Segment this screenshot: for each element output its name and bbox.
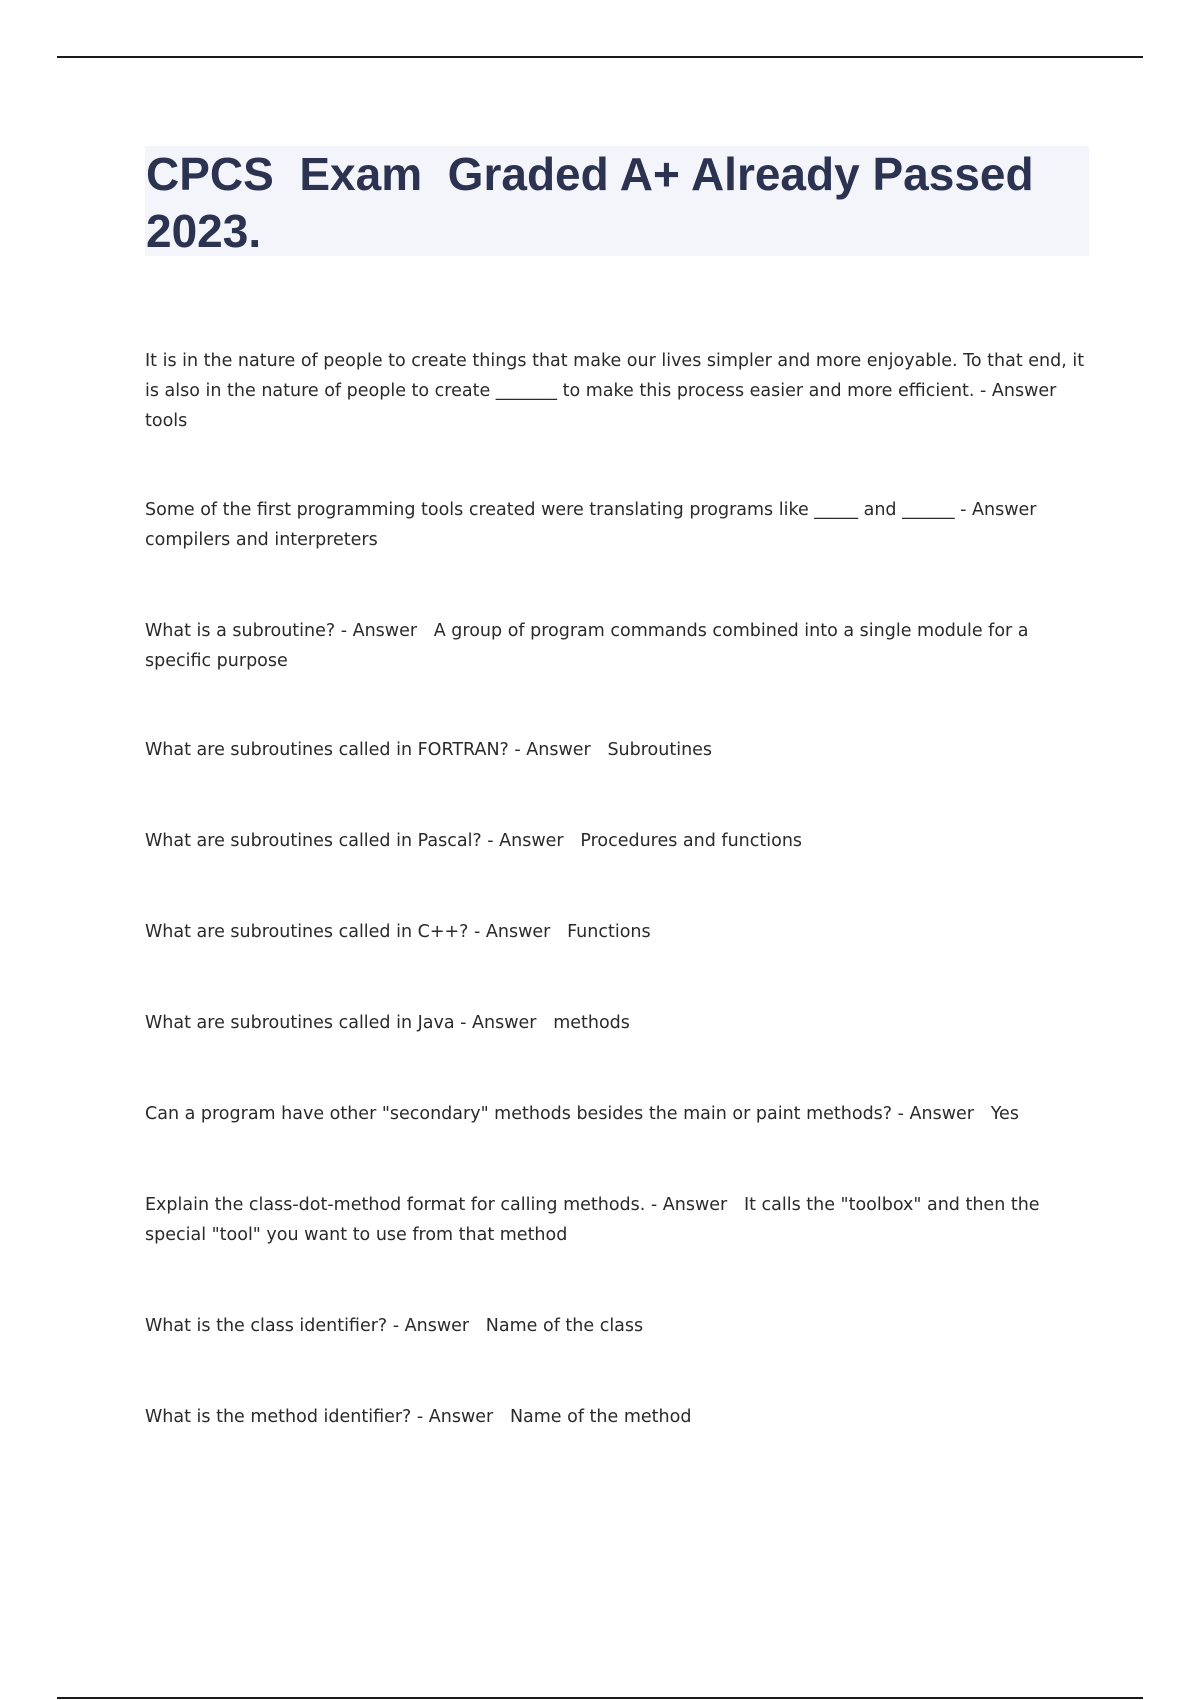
- qa-item: [145, 495, 1090, 555]
- answer-text: Procedures and functions: [580, 831, 803, 851]
- answer-text: Name of the class: [485, 1316, 644, 1336]
- top-rule: [57, 56, 1143, 58]
- question-text: What are subroutines called in Pascal? - Answer: [145, 831, 564, 851]
- answer-text: It calls the "toolbox" and then the special "tool" you want to use from that method: [145, 1195, 1046, 1245]
- qa-item: [145, 1008, 1090, 1038]
- question-text: What is the class identifier? - Answer: [145, 1316, 470, 1336]
- answer-text: methods: [553, 1013, 630, 1033]
- question-text: What are subroutines called in FORTRAN? - Answer: [145, 740, 591, 760]
- answer-text: Functions: [567, 922, 651, 942]
- question-text: What is the method identifier? - Answer: [145, 1407, 494, 1427]
- qa-item: [145, 826, 1090, 856]
- qa-item: [145, 1190, 1090, 1250]
- question-text: What are subroutines called in C++? - Answer: [145, 922, 551, 942]
- answer-text: Subroutines: [607, 740, 713, 760]
- answer-text: Name of the method: [509, 1407, 692, 1427]
- answer-text: tools: [145, 411, 188, 431]
- question-text: Explain the class-dot-method format for calling methods. - Answer: [145, 1195, 728, 1215]
- qa-item: [145, 616, 1090, 676]
- answer-text: compilers and interpreters: [145, 530, 378, 550]
- question-text: What are subroutines called in Java - Answer: [145, 1013, 537, 1033]
- bottom-rule: [57, 1697, 1143, 1699]
- qa-item: [145, 1311, 1090, 1341]
- answer-text: A group of program commands combined into a single module for a specific purpose: [145, 621, 1035, 671]
- question-text: It is in the nature of people to create things that make our lives simpler and more enjoyable. To that end, it is also in the nature of people to create _______ to make this process easier and more efficient. - Answer: [145, 351, 1090, 401]
- answer-text: Yes: [990, 1104, 1019, 1124]
- qa-item: [145, 1402, 1090, 1432]
- qa-item: [145, 346, 1090, 436]
- qa-item: [145, 917, 1090, 947]
- question-text: Some of the first programming tools created were translating programs like _____ and ______ - Answer: [145, 500, 1037, 520]
- qa-item: [145, 1099, 1090, 1129]
- document-title: CPCS Exam Graded A+ Already Passed 2023.: [146, 148, 1047, 257]
- question-text: What is a subroutine? - Answer: [145, 621, 418, 641]
- qa-item: [145, 735, 1090, 765]
- question-text: Can a program have other "secondary" methods besides the main or paint methods? - Answer: [145, 1104, 974, 1124]
